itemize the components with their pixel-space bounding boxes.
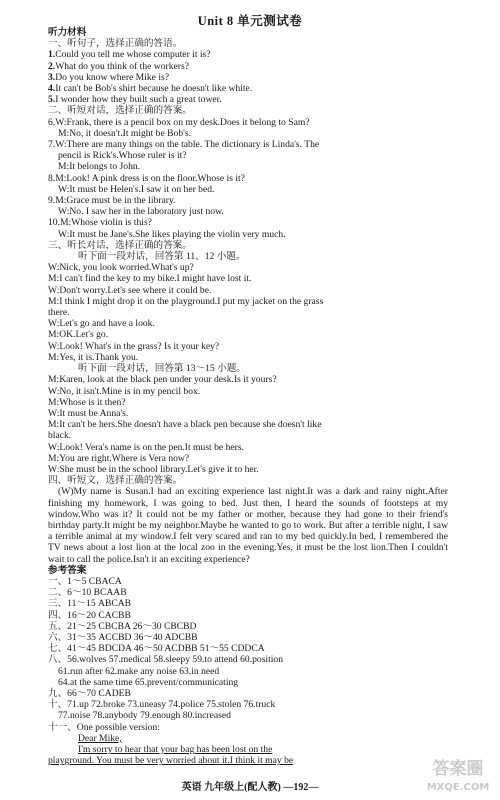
watermark-logo (420, 748, 496, 796)
text-line: 9.M:Grace must be in the library. (48, 195, 176, 207)
text-line: M:It belongs to John. (58, 161, 141, 173)
page-footer: 英语 九年级上(配人教) —192— (181, 782, 319, 793)
item-text: Do you know where Mike is? (55, 71, 169, 83)
text-line: 十、71.up 72.broke 73.uneasy 74.police 75.stolen 76.truck (48, 699, 276, 711)
sentence-item (48, 49, 448, 60)
text-line: 77.noise 78.anybody 79.enough 80.increased (58, 710, 231, 722)
sentence-item (48, 72, 448, 83)
text-line: M:It can't be hers.She doesn't have a black pen because she doesn't like (48, 419, 322, 431)
page-title: Unit 8 单元测试卷 (197, 14, 303, 28)
text-line: W:No, it isn't.Mine is in my pencil box. (48, 385, 201, 397)
document-body (48, 27, 448, 766)
passage-text: (W)My name is Susan.I had an exciting experience last night.It was a dark and rainy night.After finishing my homework, I was going to bed. Just then, I heard the sounds of footsteps at my window.Who was it? It could not be my father or mother, because they had gone to their friend's birthday party.It might be my neighbor.Maybe he wanted to go to work. But after a terrible night, I saw a terrible animal at my window.I felt very scared and ran to my bed quickly.In bed, I remembered the TV news about a lost lion at the local zoo in the evening.Yes, it must be the lost lion.Then I couldn't wait to call the police.Isn't it an exciting experience? (48, 486, 448, 565)
item-number: 4. (48, 83, 56, 95)
sentence-list (48, 49, 448, 105)
item-text: What do you think of the workers? (55, 60, 189, 72)
text-line: 七、41～45 BDCDA 46～50 ACDBB 51～55 CDDCA (48, 643, 265, 655)
sentence-item (48, 61, 448, 72)
letter-greeting: Dear Mike, (78, 732, 122, 744)
dialogue-intro: 听下面一段对话，回答第 11、12 小题。 (78, 251, 246, 263)
long-dialogue-2 (48, 374, 448, 475)
item-text: I wonder how they built such a great tower. (55, 94, 222, 106)
letter-line: playground. You must be very worried about it.I think it may be (48, 755, 294, 767)
listening-heading: 听力材料 (48, 27, 87, 38)
text-line: M:No, it doesn't.It might be Bob's. (58, 127, 191, 139)
text-line: 五、21～25 CBCBA 26～30 CBCBD (48, 620, 197, 632)
text-line: M:I think I might drop it on the playground.I put my jacket on the grass (48, 295, 324, 307)
item-text: Could you tell me whose computer it is? (55, 49, 211, 61)
long-dialogue-1 (48, 262, 448, 363)
text-line: M:OK.Let's go. (48, 329, 109, 341)
text-line: 八、56.wolves 57.medical 58.sleepy 59.to attend 60.position (48, 654, 284, 666)
text-line: W:She must be in the school library.Let's give it to her. (48, 463, 259, 475)
answer-list (48, 576, 448, 733)
text-line: M:I can't find the key to my bike.I might have lost it. (48, 273, 252, 285)
dialogue-intro: 听下面一段对话，回答第 13～15 小题。 (78, 363, 246, 375)
text-line: 六、31～35 ACCBD 36～40 ADCBB (48, 631, 198, 643)
text-line: 6.W:Frank, there is a pencil box on my desk.Does it belong to Sam? (48, 116, 310, 128)
text-line: 61.run after 62.make any noise 63.in need (58, 665, 220, 677)
item-text: It can't be Bob's shirt because he doesn't like white. (55, 83, 253, 95)
text-line: 64.at the same time 65.prevent/communicating (58, 676, 239, 688)
answers-heading: 参考答案 (48, 564, 87, 576)
text-line: W:Let's go and have a look. (48, 318, 155, 330)
item-number: 1. (48, 49, 56, 61)
text-line: M:Karen, look at the black pen under your desk.Is it yours? (48, 374, 277, 386)
item-number: 2. (48, 60, 56, 72)
text-line: 7.W:There are many things on the table. The dictionary is Linda's. The (48, 139, 320, 151)
section-heading: 四、听短文，选择正确的答案。 (48, 475, 183, 487)
item-number: 5. (48, 94, 56, 106)
section-heading: 二、听短对话，选择正确的答案。 (48, 105, 192, 117)
sentence-item (48, 94, 448, 105)
text-line: W:Look! What's in the grass? Is it your key? (48, 340, 220, 352)
text-line: 8.M:Look! A pink dress is on the floor.Whose is it? (48, 172, 245, 184)
text-line: 三、11～15 ABCAB (48, 598, 132, 610)
text-line: M:Yes, it is.Thank you. (48, 351, 139, 363)
text-line: black. (48, 430, 72, 442)
text-line: 十一、One possible version: (48, 721, 160, 733)
text-line: pencil is Rick's.Whose ruler is it? (58, 150, 187, 162)
text-line: there. (48, 307, 70, 319)
watermark-url: MXQE.COM (426, 782, 490, 793)
text-line: W:No. I saw her in the laboratory just now. (58, 206, 224, 218)
text-line: 一、1～5 CBACA (48, 575, 122, 587)
text-line: M:You are right.Where is Vera now? (48, 452, 190, 464)
text-line: W:It must be Jane's.She likes playing the violin very much. (58, 228, 286, 240)
text-line: 九、66～70 CADEB (48, 687, 131, 699)
text-line: 二、6～10 BCAAB (48, 587, 127, 599)
text-line: 四、16～20 CACBB (48, 609, 131, 621)
item-number: 3. (48, 71, 56, 83)
sentence-item (48, 83, 448, 94)
text-line: W:Look! Vera's name is on the pen.It must be hers. (48, 441, 244, 453)
letter-line: I'm sorry to hear that your bag has been lost on the (78, 744, 273, 755)
text-line: W:It must be Helen's.I saw it on her bed. (58, 183, 215, 195)
text-line: 10.M:Whose violin is this? (48, 217, 152, 229)
section-heading: 一、听句子，选择正确的答语。 (48, 38, 183, 50)
text-line: W:Don't worry.Let's see where it could be. (48, 284, 212, 296)
watermark-text: 答案圈 (432, 759, 484, 779)
short-dialogue-list (48, 117, 448, 240)
section-heading: 三、听长对话，选择正确的答案。 (48, 239, 192, 251)
text-line: W:It must be Anna's. (48, 407, 129, 419)
text-line: W:Nick, you look worried.What's up? (48, 262, 194, 274)
text-line: M:Whose is it then? (48, 396, 126, 408)
